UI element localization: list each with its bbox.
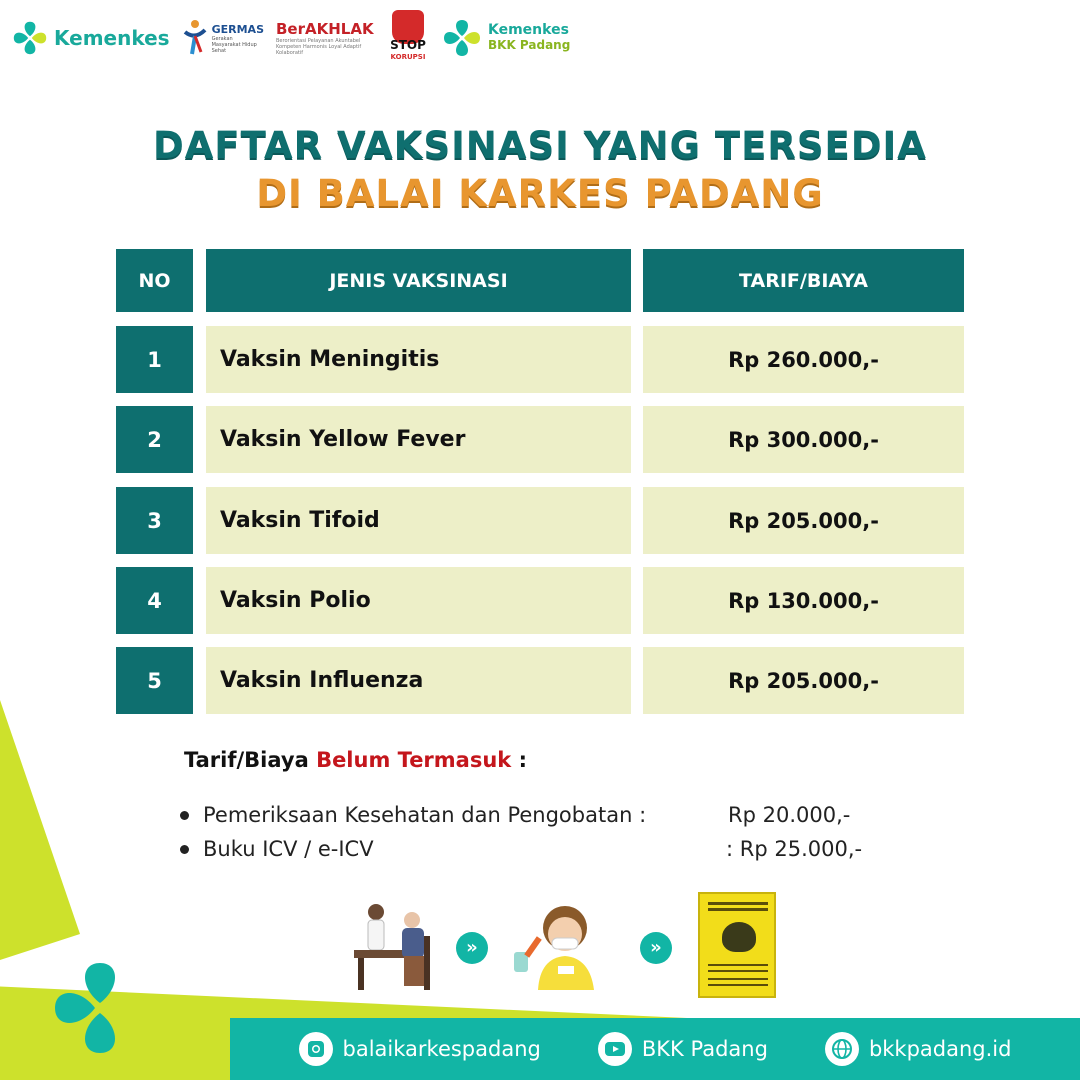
row-tarif: Rp 130.000,- [643,567,964,634]
row-jenis: Vaksin Yellow Fever [206,406,631,473]
germas-figure-icon [182,18,208,58]
bkk-wordmark-line2: BKK Padang [488,38,571,52]
youtube-channel: BKK Padang [641,1037,768,1061]
instagram-icon [299,1032,333,1066]
row-no: 1 [116,326,193,393]
website-url: bkkpadang.id [868,1037,1012,1061]
kemenkes-logo [12,20,170,56]
process-illustration [350,890,790,1000]
header-tarif: TARIF/BIAYA [643,249,964,312]
row-tarif: Rp 205.000,- [643,647,964,714]
header-jenis: JENIS VAKSINASI [206,249,631,312]
note-value: : Rp 25.000,- [726,837,863,861]
icv-booklet-illustration [698,892,776,998]
note-label: Pemeriksaan Kesehatan dan Pengobatan : [203,803,647,827]
header-no: NO [116,249,193,312]
row-no: 4 [116,567,193,634]
row-tarif: Rp 260.000,- [643,326,964,393]
berakhlak-tagline: Berorientasi Pelayanan Akuntabel Kompeten Harmonis Loyal Adaptif Kolaboratif [276,38,362,56]
notes-heading-emphasis: Belum Termasuk [316,748,512,772]
row-jenis: Vaksin Influenza [206,647,631,714]
youtube-icon [598,1032,632,1066]
notes-list [180,798,900,866]
row-no: 2 [116,406,193,473]
instagram-handle: balaikarkespadang [342,1037,541,1061]
title-line-1: DAFTAR VAKSINASI YANG TERSEDIA [153,124,927,167]
kemenkes-mark-large [50,958,150,1058]
footer-social-bar [230,1018,1080,1080]
row-jenis: Vaksin Meningitis [206,326,631,393]
footer-youtube[interactable] [598,1032,768,1066]
row-jenis: Vaksin Polio [206,567,631,634]
header-logos [12,10,570,66]
germas-wordmark: GERMAS [211,22,264,36]
kemenkes-wordmark: Kemenkes [54,26,170,50]
row-tarif: Rp 205.000,- [643,487,964,554]
bkk-padang-logo [442,18,570,58]
title-line-2: DI BALAI KARKES PADANG [256,172,824,215]
row-no: 5 [116,647,193,714]
bullet-icon [180,845,189,854]
list-item [180,832,900,866]
list-item [180,798,900,832]
footer-website[interactable] [825,1032,1012,1066]
germas-tagline: Gerakan Masyarakat Hidup Sehat [211,35,257,54]
berakhlak-wordmark: BerAKHLAK [276,20,374,38]
vaccinated-child-illustration [510,894,600,994]
kemenkes-icon [442,18,482,58]
page-title [0,122,1080,218]
stop-text: STOP [390,38,426,52]
korupsi-text: KORUPSI [390,53,426,61]
doctor-patient-illustration [350,896,440,996]
note-value: Rp 20.000,- [728,803,851,827]
row-no: 3 [116,487,193,554]
germas-logo [182,18,264,58]
bkk-wordmark-line1: Kemenkes [488,22,569,38]
notes-heading-prefix: Tarif/Biaya [184,748,317,772]
next-arrow-icon: » [456,932,488,964]
row-tarif: Rp 300.000,- [643,406,964,473]
next-arrow-icon: » [640,932,672,964]
bullet-icon [180,811,189,820]
globe-icon [825,1032,859,1066]
lime-accent-left [0,700,80,960]
berakhlak-logo [276,20,374,56]
note-label: Buku ICV / e-ICV [203,837,374,861]
kemenkes-icon [12,20,48,56]
garuda-emblem-icon [722,922,756,952]
notes-heading [184,748,527,772]
footer-instagram[interactable] [299,1032,541,1066]
notes-heading-suffix: : [511,748,527,772]
row-jenis: Vaksin Tifoid [206,487,631,554]
stop-korupsi-logo [386,10,430,66]
